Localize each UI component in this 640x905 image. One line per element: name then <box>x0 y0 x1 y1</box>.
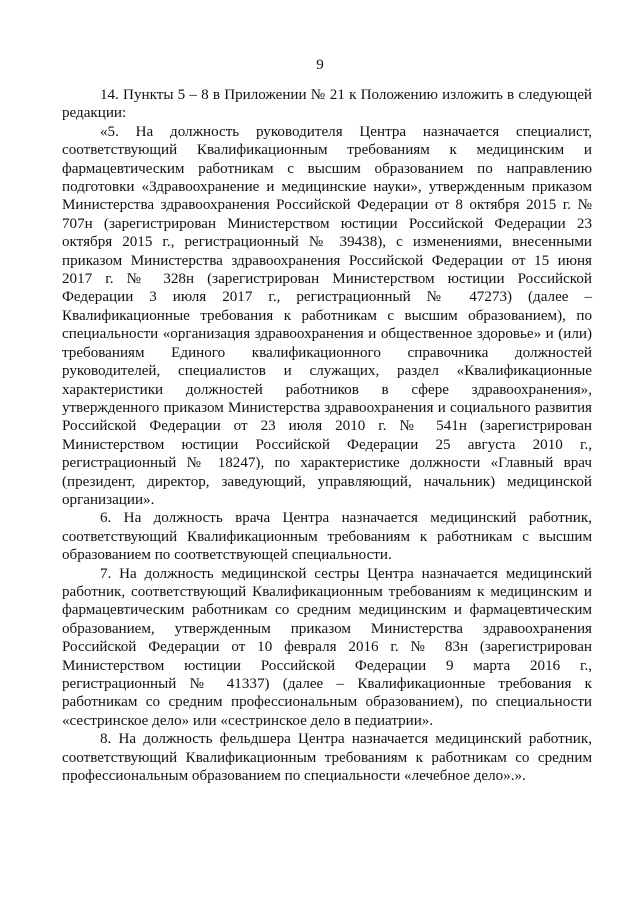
paragraph-item-14-intro: 14. Пункты 5 – 8 в Приложении № 21 к Положению изложить в следующей редакции: <box>62 87 592 122</box>
paragraph-point-5: «5. На должность руководителя Центра назначается специалист, соответствующий Квалификационным требованиям к медицинским и фармацевтическим работникам с высшим образованием по направлению подготовки «Здравоохранение и медицинские науки», утвержденным приказом Министерства здравоохранения Российской Федерации от 8 октября 2015 г. № 707н (зарегистрирован Министерством юстиции Российской Федерации 23 октября 2015 г., регистрационный № 39438), с изменениями, внесенными приказом Министерства здравоохранения Российской Федерации от 15 июня 2017 г. № 328н (зарегистрирован Министерством юстиции Российской Федерации 3 июля 2017 г., регистрационный № 47273) (далее – Квалификационные требования к работникам с высшим образованием), по специальности «организация здравоохранения и общественное здоровье» и (или) требованиям Единого квалификационного справочника должностей руководителей, специалистов и служащих, раздел «Квалификационные характеристики должностей работников в сфере здравоохранения», утвержденного приказом Министерства здравоохранения и социального развития Российской Федерации от 23 июля 2010 г. № 541н (зарегистрирован Министерством юстиции Российской Федерации 25 августа 2010 г., регистрационный № 18247), по характеристике должности «Главный врач (президент, директор, заведующий, управляющий, начальник) медицинской организации». <box>62 123 592 508</box>
paragraph-point-6: 6. На должность врача Центра назначается медицинский работник, соответствующий Квалификационным требованиям к работникам с высшим образованием по соответствующей специальности. <box>62 510 592 564</box>
paragraph-point-8: 8. На должность фельдшера Центра назначается медицинский работник, соответствующий Квалификационным требованиям к работникам со средним профессиональным образованием по специальности «лечебное дело».». <box>62 731 592 785</box>
page-number: 9 <box>316 57 324 73</box>
paragraph-point-7: 7. На должность медицинской сестры Центра назначается медицинский работник, соответствующий Квалификационным требованиям к медицинским и фармацевтическим работникам со средним медицинским и фармацевтическим образованием, утвержденным приказом Министерства здравоохранения Российской Федерации от 10 февраля 2016 г. № 83н (зарегистрирован Министерством юстиции Российской Федерации 9 марта 2016 г., регистрационный № 41337) (далее – Квалификационные требования к работникам со средним профессиональным образованием), по специальности «сестринское дело» или «сестринское дело в педиатрии». <box>62 565 592 729</box>
document-body <box>62 86 592 785</box>
